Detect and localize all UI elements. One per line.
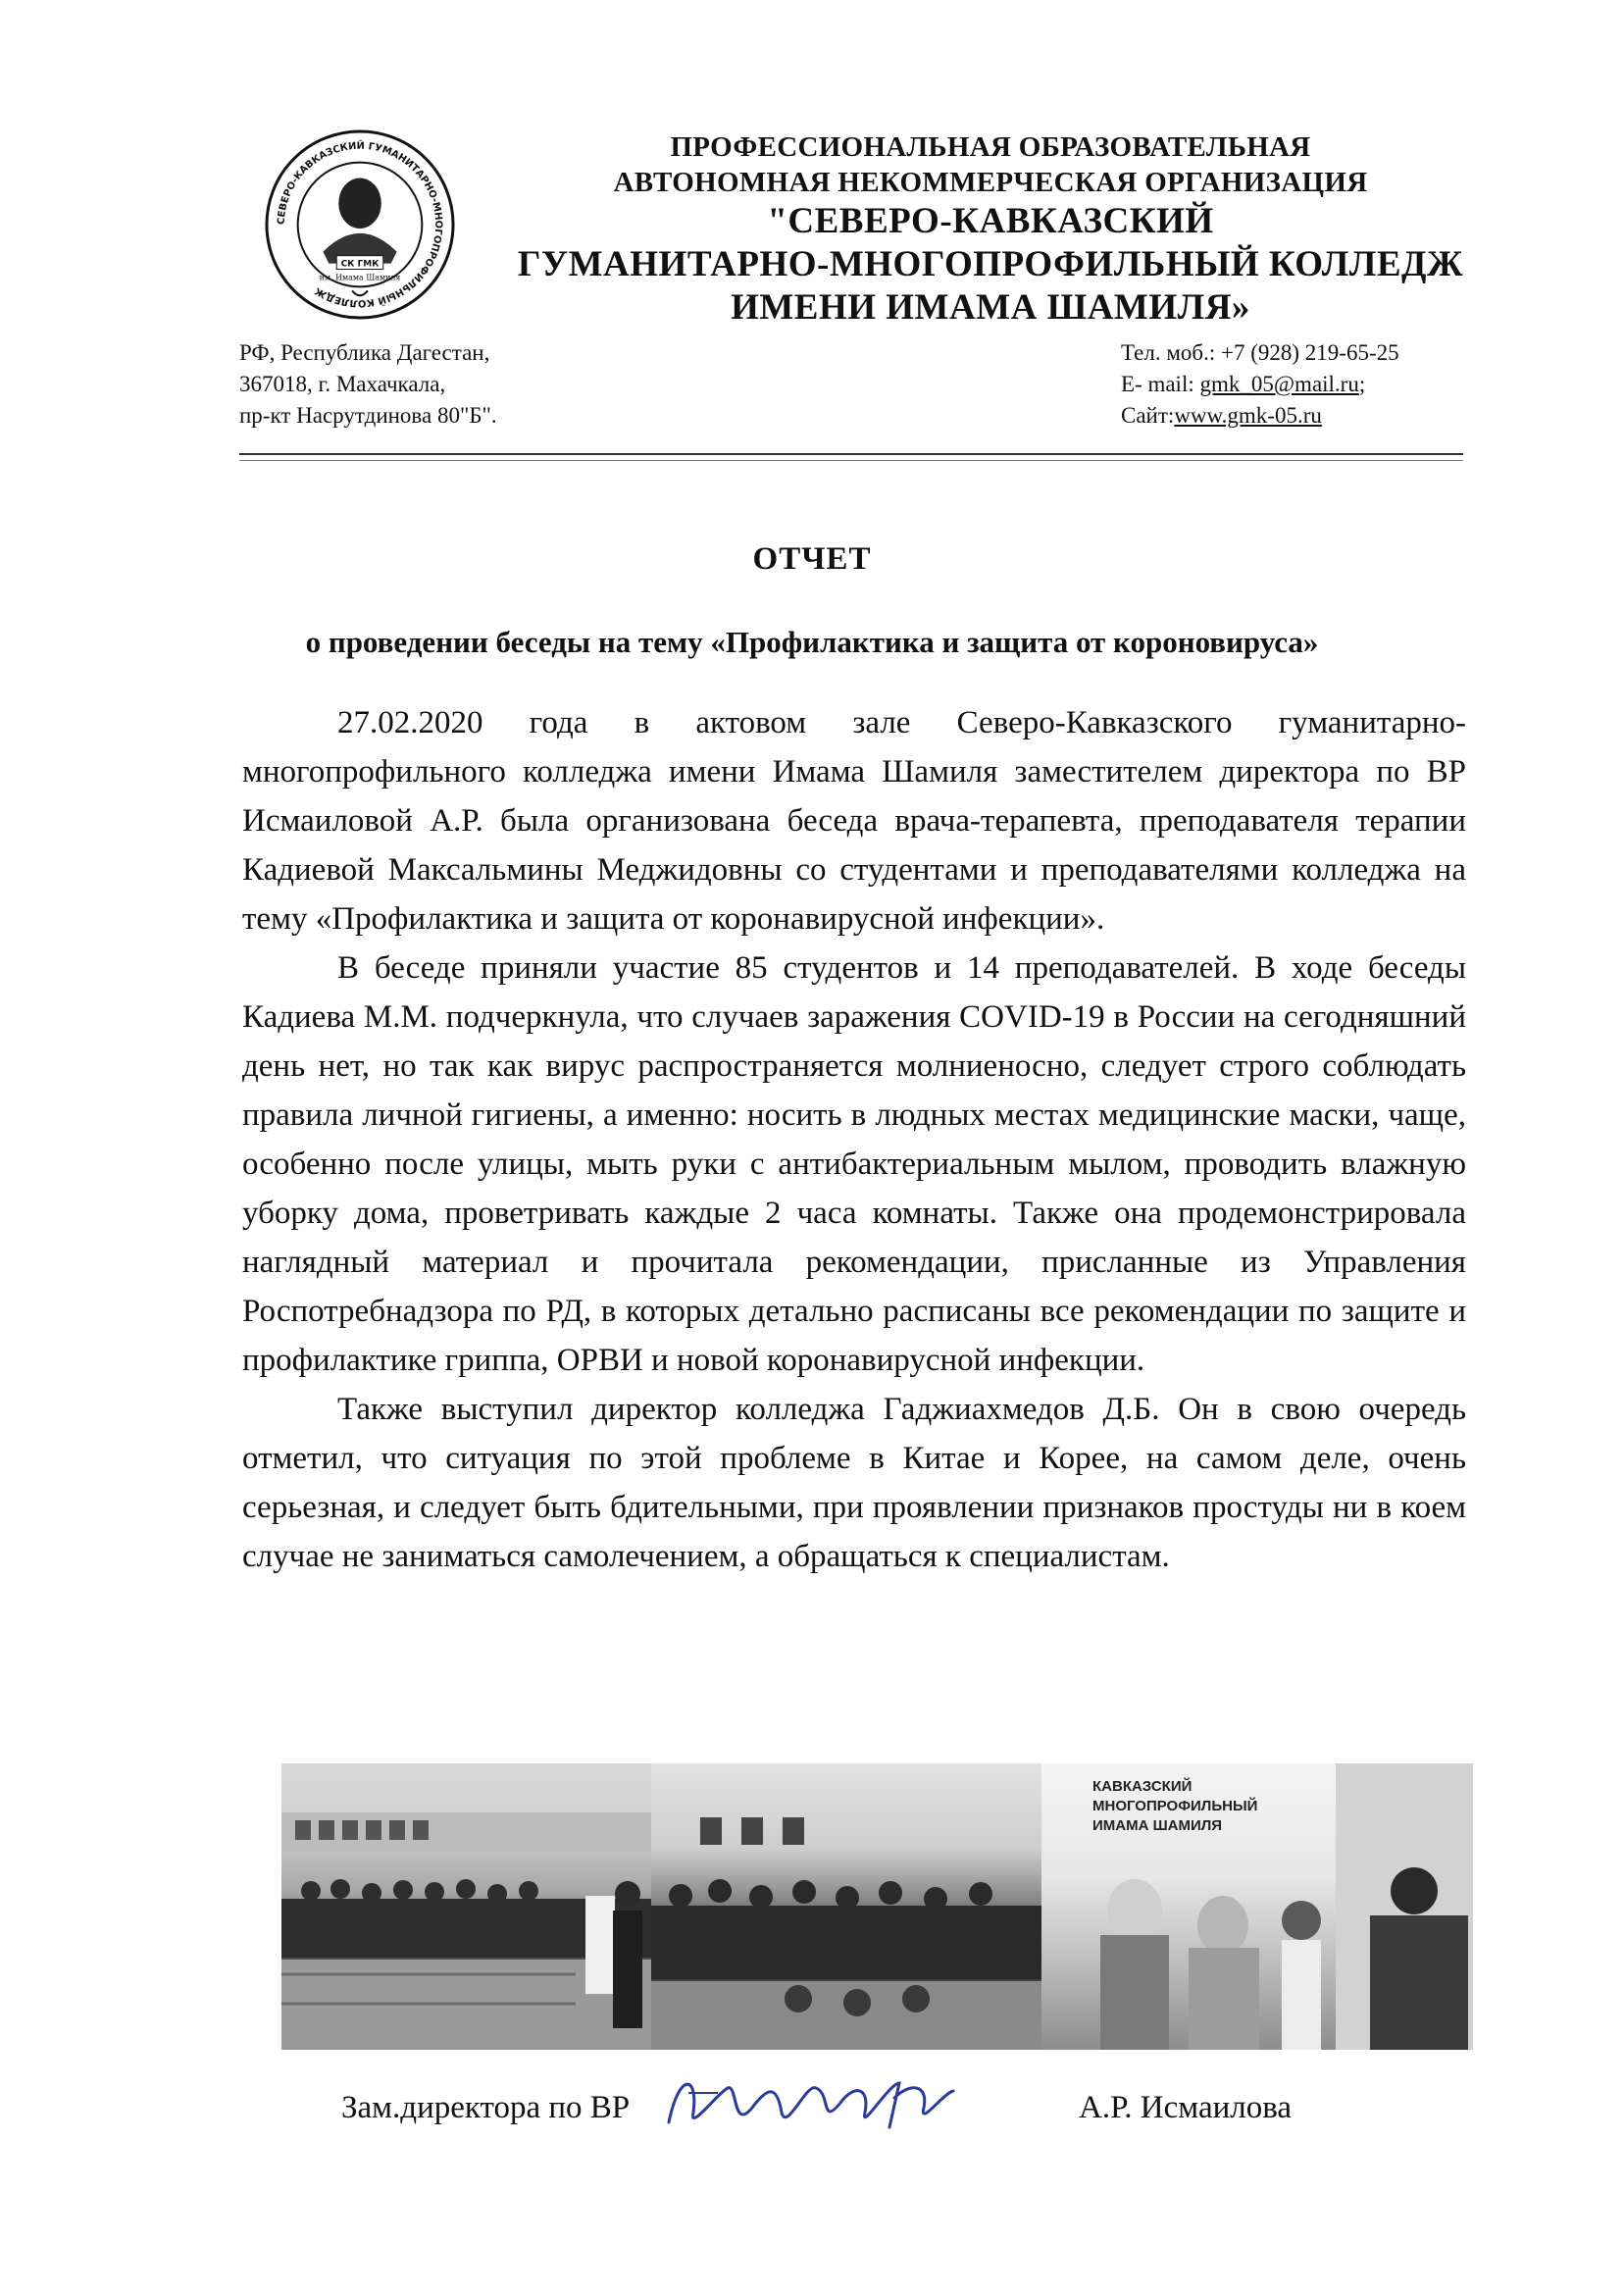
organization-name: [510, 129, 1471, 330]
address-line-3: пр-кт Насрутдинова 80"Б".: [239, 403, 497, 428]
header-divider-thin: [239, 460, 1463, 461]
report-body: [242, 698, 1466, 1581]
photo-audience-hall: [281, 1763, 651, 2050]
site-link[interactable]: www.gmk-05.ru: [1174, 403, 1322, 428]
org-line-1: ПРОФЕССИОНАЛЬНАЯ ОБРАЗОВАТЕЛЬНАЯ: [670, 131, 1311, 163]
address-line-2: 367018, г. Махачкала,: [239, 372, 446, 396]
email-suffix: ;: [1358, 372, 1366, 396]
org-line-3: "СЕВЕРО-КАВКАЗСКИЙ: [767, 201, 1214, 241]
report-title: ОТЧЕТ: [752, 541, 872, 577]
postal-address: [239, 337, 497, 432]
logo-abbrev: СК ГМК: [340, 259, 380, 270]
logo-subtext: им. Имама Шамиля: [319, 273, 401, 282]
photo-audience-close: [651, 1763, 1041, 2050]
photo-audience-close-image: [651, 1763, 1041, 2050]
signatory-name: А.Р. Исмаилова: [1079, 2090, 1293, 2125]
sign-line-2: МНОГОПРОФИЛЬНЫЙ: [1092, 1798, 1258, 1814]
email-row: [1121, 369, 1399, 400]
report-subtitle: о проведении беседы на тему «Профилактика и защита от короновируса»: [305, 625, 1319, 659]
photo-speakers: [1041, 1763, 1473, 2050]
org-line-4: ГУМАНИТАРНО-МНОГОПРОФИЛЬНЫЙ КОЛЛЕДЖ: [517, 244, 1464, 284]
contact-info: [1121, 337, 1399, 432]
address-line-1: РФ, Республика Дагестан,: [239, 340, 490, 365]
logo-ring-text: СЕВЕРО-КАВКАЗСКИЙ ГУМАНИТАРНО-МНОГОПРОФИЛЬНЫЙ КОЛЛЕДЖ: [276, 140, 444, 309]
email-label: E- mail:: [1121, 372, 1200, 396]
paragraph-3: Также выступил директор колледжа Гаджиахмедов Д.Б. Он в свою очередь отметил, что ситуация по этой проблеме в Китае и Корее, на самом деле, очень серьезная, и следует быть бдительными, при проявлении признаков простуды ни в коем случае не заниматься самолечением, а обращаться к специалистам.: [242, 1392, 1466, 1574]
paragraph-1: 27.02.2020 года в актовом зале Северо-Кавказского гуманитарно-многопрофильного колледжа имени Имама Шамиля заместителем директора по ВР Исмаиловой А.Р. была организована беседа врача-терапевта, преподавателя терапии Кадиевой Максальмины Меджидовны со студентами и преподавателями колледжа на тему «Профилактика и защита от коронавирусной инфекции».: [242, 705, 1466, 937]
college-sign: [1092, 1777, 1257, 1836]
site-label: Сайт:: [1121, 403, 1175, 428]
sign-line-1: КАВКАЗСКИЙ: [1092, 1778, 1193, 1795]
org-line-5: ИМЕНИ ИМАМА ШАМИЛЯ»: [731, 287, 1250, 328]
college-logo: [263, 127, 457, 322]
org-line-2: АВТОНОМНАЯ НЕКОММЕРЧЕСКАЯ ОРГАНИЗАЦИЯ: [613, 167, 1368, 198]
signatory-position: Зам.директора по ВР: [341, 2090, 631, 2125]
handwritten-signature: [659, 2054, 973, 2148]
email-link[interactable]: gmk_05@mail.ru: [1199, 372, 1359, 396]
paragraph-2: В беседе приняли участие 85 студентов и 14 преподавателей. В ходе беседы Кадиева М.М. подчеркнула, что случаев заражения COVID-19 в России на сегодняшний день нет, но так как вирус распространяется молниеносно, следует строго соблюдать правила личной гигиены, а именно: носить в людных местах медицинские маски, чаще, особенно после улицы, мыть руки с антибактериальным мылом, проводить влажную уборку дома, проветривать каждые 2 часа комнаты. Также она продемонстрировала наглядный материал и прочитала рекомендации, присланные из Управления Роспотребнадзора по РД, в которых детально расписаны все рекомендации по защите и профилактике гриппа, ОРВИ и новой коронавирусной инфекции.: [242, 950, 1466, 1378]
header-divider: [239, 453, 1463, 455]
sign-line-3: ИМАМА ШАМИЛЯ: [1092, 1817, 1223, 1834]
phone: Тел. моб.: +7 (928) 219-65-25: [1121, 340, 1399, 365]
photo-audience-hall-image: [281, 1763, 651, 2050]
event-photos: [281, 1763, 1473, 2050]
site-row: [1121, 400, 1399, 432]
